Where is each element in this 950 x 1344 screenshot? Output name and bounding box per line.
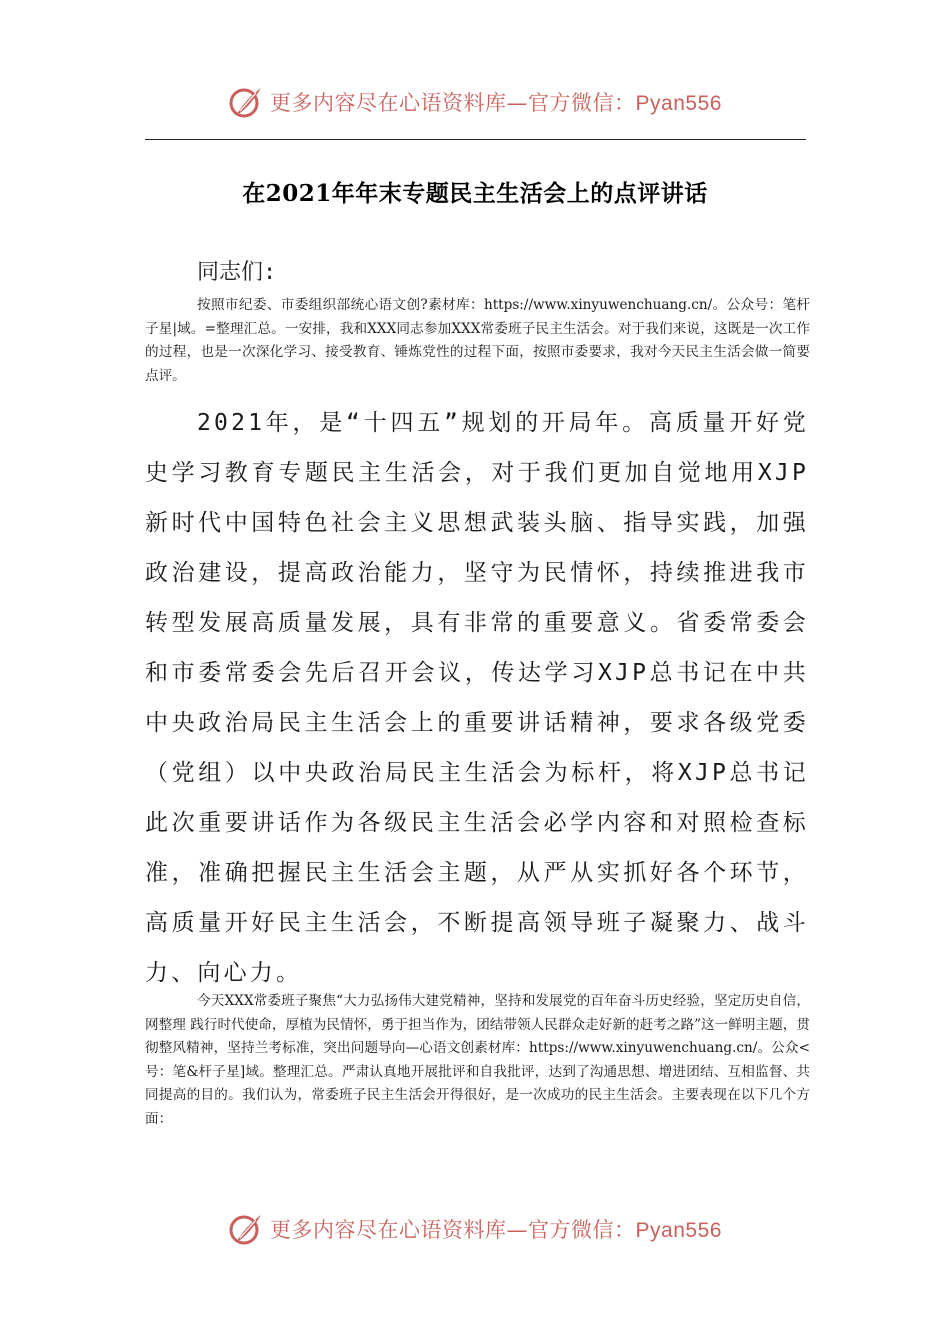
document-title: 在2021年年末专题民主生活会上的点评讲话 bbox=[242, 180, 708, 207]
header-slogan: 更多内容尽在心语资料库—官方微信： bbox=[270, 91, 636, 115]
footer-banner bbox=[0, 1205, 950, 1253]
header-banner-text bbox=[270, 87, 722, 117]
salutation: 同志们: bbox=[197, 260, 277, 285]
header-divider bbox=[145, 139, 806, 140]
quill-pen-logo-icon bbox=[228, 1211, 264, 1247]
paragraph-main: 2021年，是“十四五”规划的开局年。高质量开好党史学习教育专题民主生活会，对于我们更加自觉地用XJP新时代中国特色社会主义思想武装头脑、指导实践，加强政治建设，提高政治能力，坚守为民情怀，持续推进我市转型发展高质量发展，具有非常的重要意义。省委常委会和市委常委会先后召开会议，传达学习XJP总书记在中共中央政治局民主生活会上的重要讲话精神，要求各级党委（党组）以中央政治局民主生活会为标杆，将XJP总书记此次重要讲话作为各级民主生活会必学内容和对照检查标准，准确把握民主生活会主题，从严从实抓好各个环节，高质量开好民主生活会，不断提高领导班子凝聚力、战斗力、向心力。 bbox=[145, 410, 809, 986]
header-wechat-id: Pyan556 bbox=[635, 92, 722, 115]
quill-pen-logo-icon bbox=[228, 84, 264, 120]
footer-wechat-id: Pyan556 bbox=[635, 1219, 722, 1242]
footer-banner-text bbox=[270, 1214, 722, 1244]
header-banner bbox=[0, 78, 950, 126]
paragraph-evaluation: 今天XXX常委班子聚焦“大力弘扬伟大建党精神，坚持和发展党的百年奋斗历史经验，坚定历史自信， 网整理 践行时代使命，厚植为民情怀，勇于担当作为，团结带领人民群众走好新的赶考之路”这一鲜明主题，贯彻整风精神，坚持兰考标准，突出问题导向—心语文创素材库：https://www.xinyuwenchuang.cn/。公众<号：笔&杆子星]域。整理汇总。严肃认真地开展批评和自我批评，达到了沟通思想、增进团结、互相监督、共同提高的目的。我们认为，常委班子民主生活会开得很好，是一次成功的民主生活会。主要表现在以下几个方面： bbox=[145, 993, 810, 1127]
paragraph-intro: 按照市纪委、市委组织部统心语文创?素材库：https://www.xinyuwenchuang.cn/。公众号：笔杆子星|域。=整理汇总。一安排，我和XXX同志参加XXX常委班子民主生活会。对于我们来说，这既是一次工作的过程，也是一次深化学习、接受教育、锤炼党性的过程下面，按照市委要求，我对今天民主生活会做一简要点评。 bbox=[145, 297, 810, 384]
footer-slogan: 更多内容尽在心语资料库—官方微信： bbox=[270, 1218, 636, 1242]
